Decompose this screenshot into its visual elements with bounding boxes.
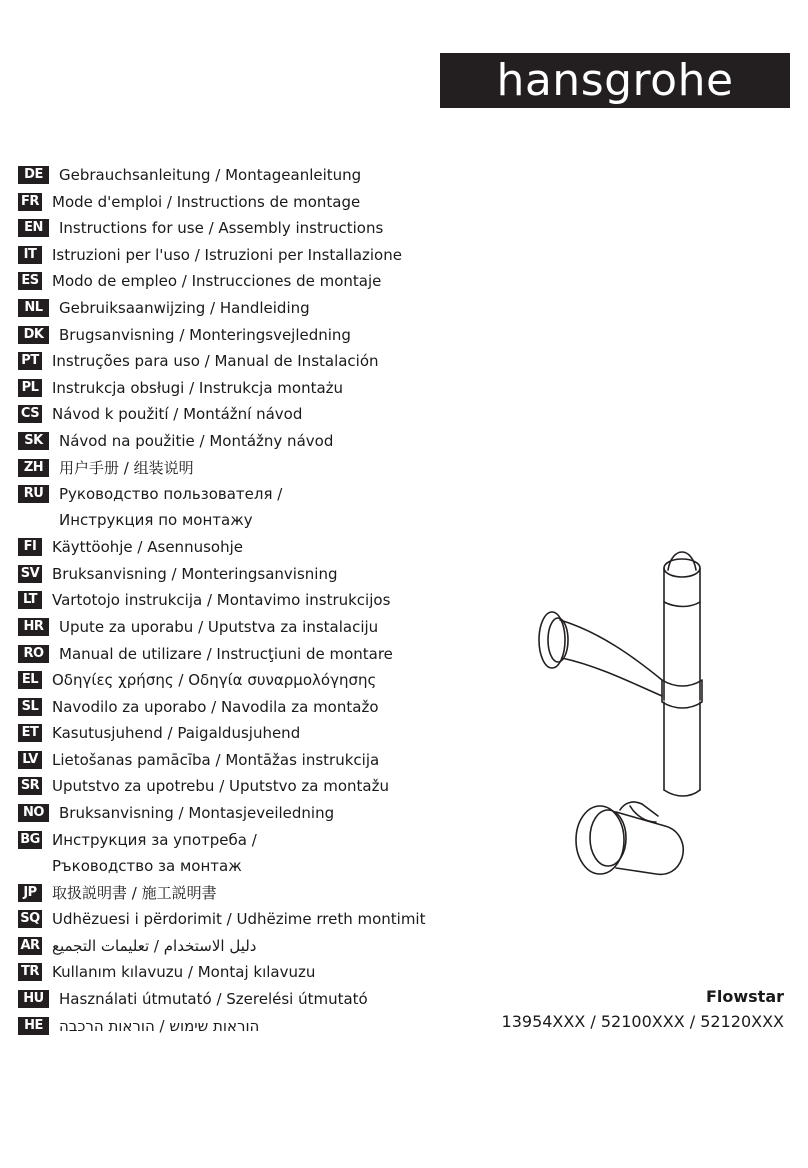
language-row-sl — [18, 694, 438, 721]
language-row-es — [18, 268, 438, 295]
language-label — [52, 534, 243, 560]
language-code-badge: BG — [18, 831, 42, 849]
language-label — [59, 986, 368, 1012]
language-label — [52, 242, 402, 268]
language-row-sk — [18, 428, 438, 455]
language-label-line: Udhëzuesi i përdorimit / Udhëzime rreth montimit — [52, 910, 426, 929]
language-row-hu — [18, 986, 438, 1013]
language-row-en — [18, 215, 438, 242]
language-label-line: 取扱説明書 / 施工説明書 — [52, 883, 217, 902]
language-label — [52, 587, 390, 613]
language-label-line: Manual de utilizare / Instrucţiuni de montare — [59, 644, 393, 663]
language-code-badge: ET — [18, 724, 42, 742]
language-label-line: Návod k použití / Montážní návod — [52, 405, 303, 424]
language-row-bg — [18, 827, 438, 880]
language-row-tr — [18, 959, 438, 986]
language-label — [52, 401, 302, 427]
language-label — [52, 268, 381, 294]
language-label — [52, 189, 360, 215]
language-label-line: Használati útmutató / Szerelési útmutató — [59, 990, 368, 1009]
language-label-line: دليل الاستخدام / تعليمات التجميع — [52, 936, 257, 955]
language-label — [52, 375, 343, 401]
language-row-sr — [18, 773, 438, 800]
language-row-sv — [18, 561, 438, 588]
language-code-badge: LV — [18, 751, 42, 769]
language-row-dk — [18, 322, 438, 349]
language-row-et — [18, 720, 438, 747]
language-label-line: Käyttöohje / Asennusohje — [52, 538, 243, 557]
language-code-badge: HU — [18, 990, 49, 1008]
language-label — [59, 481, 282, 533]
language-row-pt — [18, 348, 438, 375]
language-row-no — [18, 800, 438, 827]
language-code-badge: SL — [18, 698, 42, 716]
language-code-badge: DK — [18, 326, 49, 344]
language-code-badge: EL — [18, 671, 42, 689]
siphon-arm — [560, 620, 662, 680]
language-label — [59, 162, 361, 188]
language-label-line: Návod na použitie / Montážny návod — [59, 431, 334, 450]
language-label — [52, 720, 300, 746]
language-label-line: Bruksanvisning / Montasjeveiledning — [59, 804, 335, 823]
language-row-ru — [18, 481, 438, 534]
language-code-badge: LT — [18, 591, 42, 609]
language-label-line: Instructions for use / Assembly instructions — [59, 219, 384, 238]
language-row-el — [18, 667, 438, 694]
language-code-badge: PL — [18, 379, 42, 397]
language-label-line: 用户手册 / 组装说明 — [59, 458, 194, 477]
language-code-badge: DE — [18, 166, 49, 184]
language-code-badge: HE — [18, 1017, 49, 1035]
language-label — [52, 959, 315, 985]
language-label — [52, 773, 389, 799]
language-code-badge: FI — [18, 538, 42, 556]
language-label — [59, 295, 310, 321]
language-row-it — [18, 242, 438, 269]
language-row-ar — [18, 933, 438, 960]
language-label-line: Brugsanvisning / Monteringsvejledning — [59, 325, 351, 344]
language-code-badge: IT — [18, 246, 42, 264]
language-label — [52, 933, 257, 959]
language-label — [52, 747, 379, 773]
language-label-line: Upute za uporabu / Uputstva za instalaciju — [59, 617, 379, 636]
language-label-line: Руководство пользователя / — [59, 485, 283, 504]
language-row-ro — [18, 641, 438, 668]
language-row-de — [18, 162, 438, 189]
language-label-line: Mode d'emploi / Instructions de montage — [52, 192, 361, 211]
language-row-pl — [18, 375, 438, 402]
language-label-line: Lietošanas pamācība / Montāžas instrukcija — [52, 750, 380, 769]
language-label-line: Инструкция по монтажу — [59, 511, 253, 530]
language-code-badge: JP — [18, 884, 42, 902]
language-label — [52, 880, 217, 906]
language-code-badge: CS — [18, 405, 42, 423]
language-label — [59, 455, 194, 481]
language-row-nl — [18, 295, 438, 322]
language-label-line: Instruções para uso / Manual de Instalación — [52, 352, 379, 371]
language-code-badge: PT — [18, 352, 42, 370]
language-label-line: Gebruiksaanwijzing / Handleiding — [59, 298, 310, 317]
language-code-badge: ES — [18, 272, 42, 290]
language-code-badge: ZH — [18, 459, 49, 477]
language-code-badge: NL — [18, 299, 49, 317]
brand-logo: hansgrohe — [440, 53, 790, 108]
language-label-line: Kasutusjuhend / Paigaldusjuhend — [52, 724, 301, 743]
language-code-badge: AR — [18, 937, 42, 955]
language-label — [52, 561, 338, 587]
language-label — [59, 1013, 259, 1039]
language-code-badge: SK — [18, 432, 49, 450]
language-label — [52, 348, 379, 374]
language-label-line: Οδηγίες χρήσης / Οδηγία συναρμολόγησης — [52, 671, 377, 690]
language-row-fi — [18, 534, 438, 561]
language-label-line: הוראות שימוש / הוראות הרכבה — [59, 1016, 260, 1035]
language-code-badge: EN — [18, 219, 49, 237]
siphon-collar — [662, 680, 702, 708]
language-row-sq — [18, 906, 438, 933]
language-label — [52, 906, 425, 932]
language-label — [59, 322, 351, 348]
language-label-line: Instrukcja obsługi / Instrukcja montażu — [52, 378, 344, 397]
language-code-badge: TR — [18, 963, 42, 981]
language-label-line: Modo de empleo / Instrucciones de montaje — [52, 272, 382, 291]
language-label — [59, 428, 333, 454]
language-row-hr — [18, 614, 438, 641]
language-row-lv — [18, 747, 438, 774]
language-label — [59, 641, 393, 667]
language-label-line: Bruksanvisning / Monteringsanvisning — [52, 564, 338, 583]
language-code-badge: SR — [18, 777, 42, 795]
language-row-he — [18, 1013, 438, 1040]
language-row-fr — [18, 189, 438, 216]
language-label-line: Istruzioni per l'uso / Istruzioni per Installazione — [52, 245, 402, 264]
language-code-badge: RU — [18, 485, 49, 503]
language-code-badge: HR — [18, 618, 49, 636]
language-row-lt — [18, 587, 438, 614]
language-row-cs — [18, 401, 438, 428]
language-label — [52, 667, 376, 693]
language-label — [52, 694, 379, 720]
language-code-badge: RO — [18, 645, 49, 663]
product-illustration — [530, 540, 750, 900]
language-row-jp — [18, 880, 438, 907]
language-label-line: Инструкция за употреба / — [52, 830, 257, 849]
language-code-badge: FR — [18, 193, 42, 211]
language-code-badge: SQ — [18, 910, 42, 928]
product-numbers: 13954XXX / 52100XXX / 52120XXX — [501, 1012, 784, 1031]
language-label — [52, 827, 257, 879]
language-label-line: Navodilo za uporabo / Navodila za montažo — [52, 697, 379, 716]
language-label-line: Vartotojo instrukcija / Montavimo instrukcijos — [52, 591, 391, 610]
language-label-line: Ръководство за монтаж — [52, 856, 242, 875]
language-label — [59, 614, 378, 640]
language-label-line: Gebrauchsanleitung / Montageanleitung — [59, 166, 362, 184]
language-label-line: Kullanım kılavuzu / Montaj kılavuzu — [52, 963, 316, 982]
language-row-zh — [18, 455, 438, 482]
product-info — [502, 985, 784, 1035]
language-code-badge: NO — [18, 804, 49, 822]
product-name: Flowstar — [705, 987, 784, 1006]
language-label-line: Uputstvo za upotrebu / Uputstvo za montažu — [52, 777, 390, 796]
language-label — [59, 215, 383, 241]
language-code-badge: SV — [18, 565, 42, 583]
language-label — [59, 800, 334, 826]
language-list — [18, 162, 438, 1039]
